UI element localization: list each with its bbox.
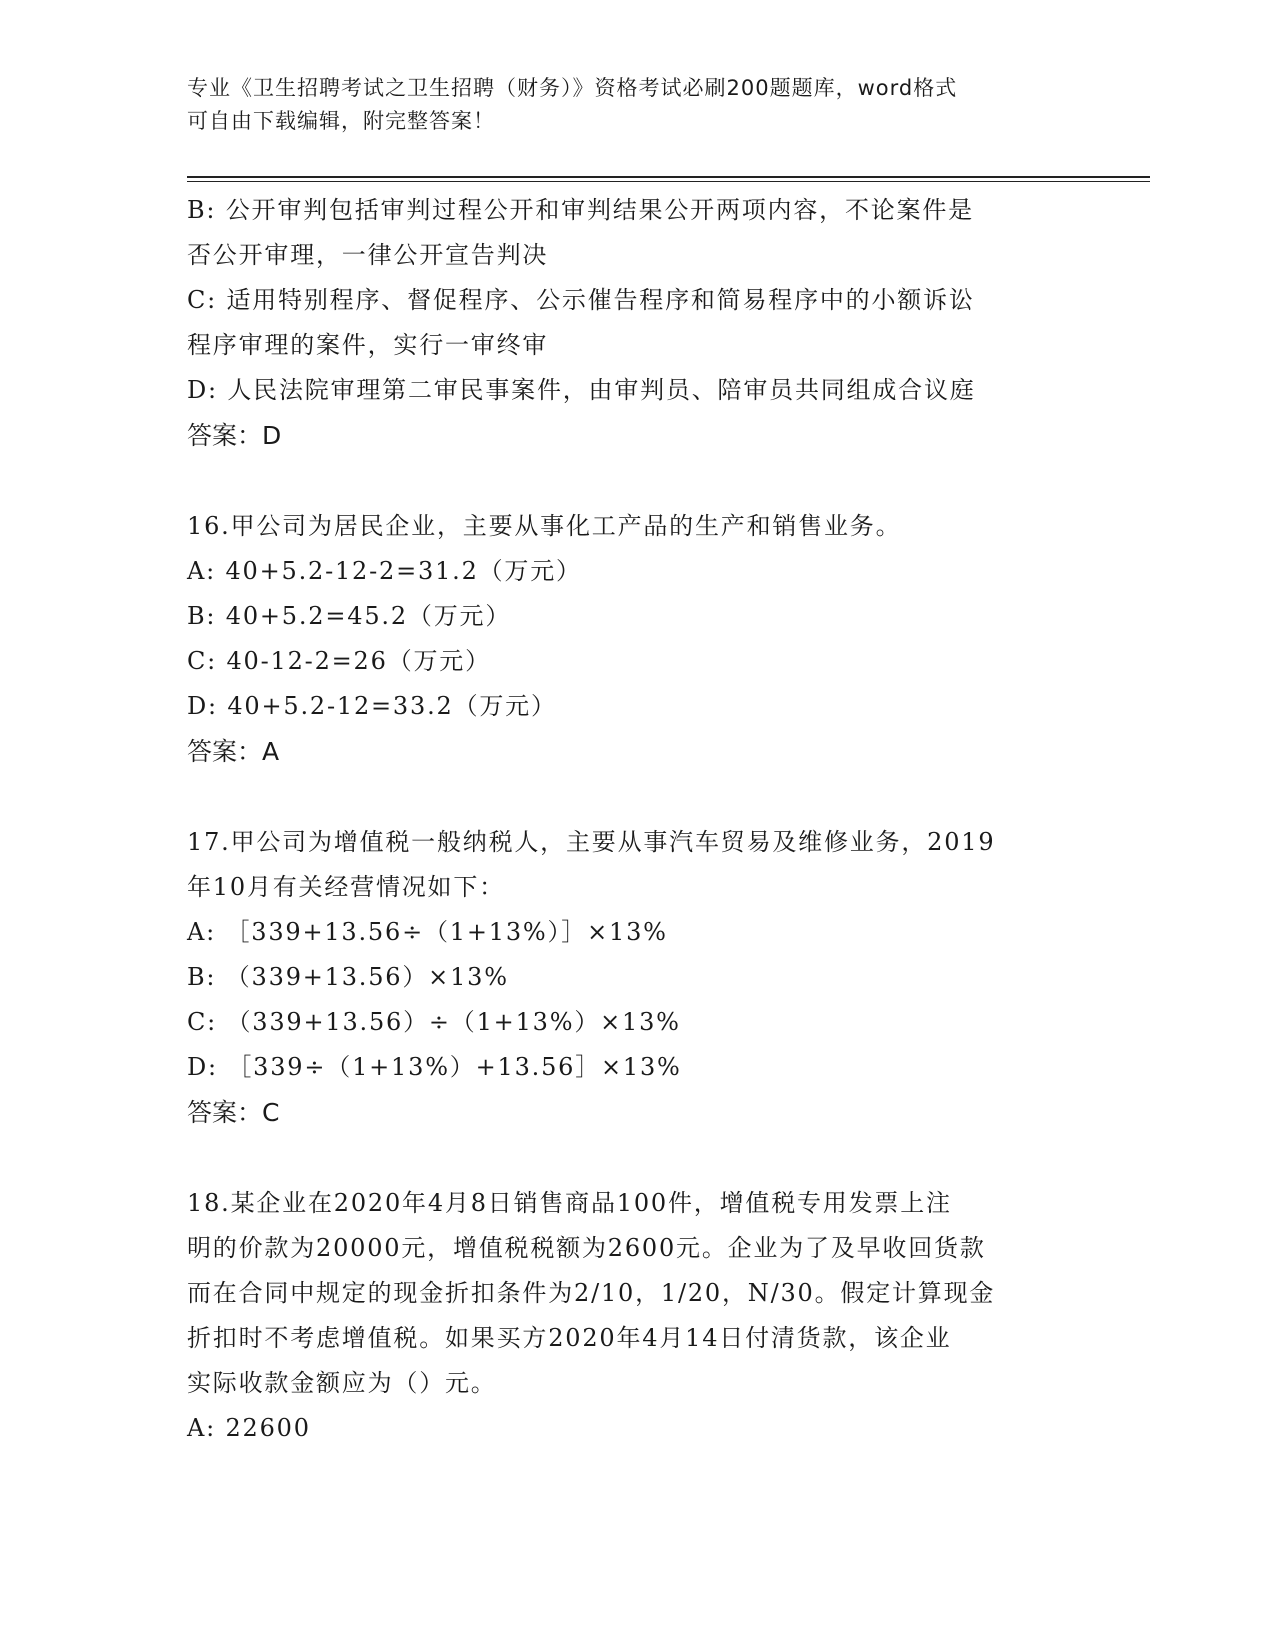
option-b: B: （339+13.56）×13% [187,963,509,991]
header-divider-thin [187,181,1150,182]
option-c-line-2: 程序审理的案件，实行一审终审 [187,331,549,359]
question-stem-line-2: 年10月有关经营情况如下： [187,873,505,901]
option-b-line-2: 否公开审理，一律公开宣告判决 [187,241,549,269]
option-d: D: ［339÷（1+13%）+13.56］×13% [187,1053,682,1081]
question-15 [187,188,1087,458]
answer: 答案：A [187,737,280,766]
header-divider-thick [187,176,1150,178]
question-list [187,188,1087,1451]
question-stem-line-4: 折扣时不考虑增值税。如果买方2020年4月14日付清货款，该企业 [187,1324,952,1352]
answer: 答案：C [187,1098,280,1127]
question-stem-line-1: 17.甲公司为增值税一般纳税人，主要从事汽车贸易及维修业务，2019 [187,828,996,856]
question-18 [187,1181,1087,1451]
document-header [187,72,1067,138]
option-a: A: ［339+13.56÷（1+13%）］×13% [187,918,668,946]
spacer [187,1135,1087,1181]
question-stem-line-5: 实际收款金额应为（）元。 [187,1369,497,1397]
option-b: B: 40+5.2=45.2（万元） [187,602,512,630]
option-c: C: 40-12-2=26（万元） [187,647,491,675]
option-b-line-1: B: 公开审判包括审判过程公开和审判结果公开两项内容，不论案件是 [187,196,974,224]
question-stem-line-3: 而在合同中规定的现金折扣条件为2/10，1/20，N/30。假定计算现金 [187,1279,996,1307]
option-c-line-1: C: 适用特别程序、督促程序、公示催告程序和简易程序中的小额诉讼 [187,286,975,314]
spacer [187,458,1087,504]
question-stem-line-1: 18.某企业在2020年4月8日销售商品100件，增值税专用发票上注 [187,1189,952,1217]
option-c: C: （339+13.56）÷（1+13%）×13% [187,1008,681,1036]
header-title-line-2: 可自由下载编辑，附完整答案！ [187,109,495,133]
question-17 [187,820,1087,1135]
option-d: D: 40+5.2-12=33.2（万元） [187,692,557,720]
spacer [187,774,1087,820]
option-a: A: 40+5.2-12-2=31.2（万元） [187,557,582,585]
question-stem-line-2: 明的价款为20000元，增值税税额为2600元。企业为了及早收回货款 [187,1234,986,1262]
header-title-line-1: 专业《卫生招聘考试之卫生招聘（财务）》资格考试必刷200题题库，word格式 [187,76,958,100]
option-a: A: 22600 [187,1414,311,1442]
answer: 答案：D [187,421,282,450]
question-16 [187,504,1087,774]
question-stem: 16.甲公司为居民企业，主要从事化工产品的生产和销售业务。 [187,512,902,540]
option-d: D: 人民法院审理第二审民事案件，由审判员、陪审员共同组成合议庭 [187,376,976,404]
